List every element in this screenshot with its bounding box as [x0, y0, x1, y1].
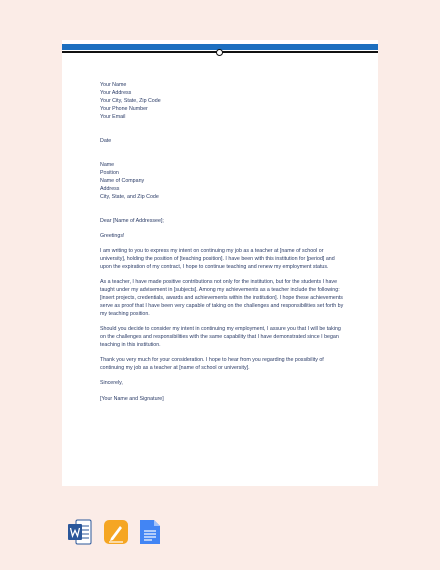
sender-phone: Your Phone Number	[100, 106, 148, 112]
sender-email: Your Email	[100, 114, 126, 120]
greeting: Greetings!	[100, 233, 125, 239]
closing: Sincerely,	[100, 380, 123, 386]
sender-block	[100, 81, 346, 121]
google-docs-icon[interactable]	[138, 518, 162, 546]
paragraph-4: Thank you very much for your consideration. I hope to hear from you regarding the possibility of continuing my job as a teacher at [name of school or university].	[100, 357, 324, 371]
sender-address: Your Address	[100, 90, 132, 96]
paragraph-2: As a teacher, I have made positive contributions not only for the institution, but for the students I have taught under my advisement in [subjects]. Among my achievements as a teacher include the following: [insert projects, credentials, awards and achievements within the institution]. I hope these achievements serve as proof that I have been very capable of taking on the challenges and responsibilities set forth by my teaching position.	[100, 279, 344, 317]
word-icon[interactable]	[68, 518, 92, 546]
signature: [Your Name and Signature]	[100, 396, 164, 402]
letter-date: Date	[100, 138, 112, 144]
pages-icon[interactable]	[104, 518, 128, 546]
recipient-address: Address	[100, 186, 120, 192]
document-page	[62, 40, 378, 486]
paragraph-3: Should you decide to consider my intent in continuing my employment, I assure you that I will be taking on the challenges and responsibilities with the same capability that I have demonstrated since I began teaching in this institution.	[100, 326, 341, 348]
salutation: Dear [Name of Addressee];	[100, 218, 164, 224]
sender-city: Your City, State, Zip Code	[100, 98, 161, 104]
recipient-position: Position	[100, 170, 119, 176]
recipient-block	[100, 161, 346, 201]
letter-body	[100, 81, 346, 403]
header-dot	[216, 49, 223, 56]
sender-name: Your Name	[100, 82, 127, 88]
recipient-company: Name of Company	[100, 178, 145, 184]
recipient-city: City, State, and Zip Code	[100, 194, 159, 200]
paragraph-1: I am writing to you to express my intent on continuing my job as a teacher at [name of school or university], holding the position of [teaching position]. I have been with this institution for [period] and upon the expiration of my contract, I hope to continue teaching and renew my employment status.	[100, 248, 335, 270]
date-block	[100, 137, 346, 145]
recipient-name: Name	[100, 162, 115, 168]
